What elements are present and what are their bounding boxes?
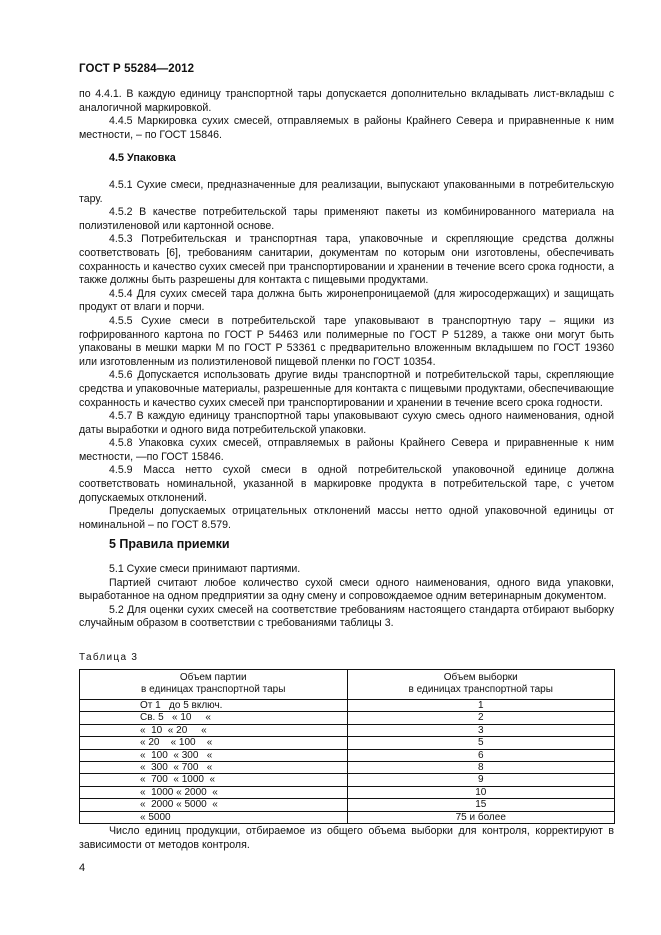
paragraph: 4.5.8 Упаковка сухих смесей, отправляемых в районы Крайнего Севера и приравненные к ним местности, —по ГОСТ 15846. (79, 437, 614, 463)
sample-size-cell: 8 (347, 762, 615, 774)
sample-size-cell: 6 (347, 749, 615, 761)
paragraph: 5.2 Для оценки сухих смесей на соответствие требованиям настоящего стандарта отбирают выборку случайным образом в соответствии с требованиями таблицы 3. (79, 603, 614, 630)
header-text: Объем выборки в единицах транспортной тары (408, 672, 553, 695)
table-row (80, 724, 615, 736)
paragraph: Пределы допускаемых отрицательных отклонений массы нетто одной упаковочной единицы от номинальной – по ГОСТ 8.579. (79, 505, 614, 531)
table-row (80, 749, 615, 761)
table-row (80, 737, 615, 749)
paragraph: 4.5.3 Потребительская и транспортная тара, упаковочные и скрепляющие средства должны соответствовать [6], требованиям санитарии, документам по которым они изготовлены, обеспечивать сохранность и качество сухих смесей при транспортировании и хранении в течение всего срока годности, а также должны быть разрешены для контакта с пищевыми продуктами. (79, 233, 614, 287)
lot-size-cell: « 700 « 1000 « (80, 774, 348, 786)
table-header-sample-size (347, 670, 615, 700)
table-row (80, 786, 615, 798)
standard-header: ГОСТ Р 55284—2012 (79, 63, 195, 75)
paragraph: 5.1 Сухие смеси принимают партиями. (109, 563, 301, 575)
lot-size-cell: Св. 5 « 10 « (80, 712, 348, 724)
lot-size-cell: « 20 « 100 « (80, 737, 348, 749)
paragraph: 4.5.2 В качестве потребительской тары применяют пакеты из комбинированного материала на полиэтиленовой или картонной основе. (79, 206, 614, 232)
section-4-5-title: 4.5 Упаковка (109, 152, 176, 164)
paragraph: по 4.4.1. В каждую единицу транспортной тары допускается дополнительно вкладывать лист-вкладыш с аналогичной маркировкой. (79, 88, 614, 114)
page-number: 4 (79, 862, 86, 874)
table-caption: Таблица 3 (79, 652, 139, 663)
sample-size-cell: 2 (347, 712, 615, 724)
paragraph: 4.4.5 Маркировка сухих смесей, отправляемых в районы Крайнего Севера и приравненные к ним местности, – по ГОСТ 15846. (79, 115, 614, 141)
paragraph: 4.5.5 Сухие смеси в потребительской таре упаковывают в транспортную тару – ящики из гофрированного картона по ГОСТ Р 54463 или полимерные по ГОСТ Р 51289, а также они могут быть упакованы в мешки марки М по ГОСТ Р 53361 с предварительно вложенным вкладышем по ГОСТ 19360 или изготовленным из полиэтиленовой пищевой пленки по ГОСТ 10354. (79, 314, 614, 368)
paragraph: Партией считают любое количество сухой смеси одного наименования, одного вида упаковки, выработанное на одном предприятии за одну смену и сопровождаемое одним ветеринарным документом. (79, 576, 614, 603)
paragraph: Число единиц продукции, отбираемое из общего объема выборки для контроля, корректируют в зависимости от методов контроля. (79, 825, 614, 851)
sample-size-cell: 15 (347, 799, 615, 811)
lot-size-cell: « 300 « 700 « (80, 762, 348, 774)
control-note (79, 825, 614, 852)
table-row (80, 774, 615, 786)
paragraph: 4.5.4 Для сухих смесей тара должна быть жиронепроницаемой (для жиросодержащих) и защищать продукт от влаги и порчи. (79, 287, 614, 314)
table-row (80, 712, 615, 724)
lot-size-cell: « 5000 (80, 811, 348, 823)
sample-size-cell: 1 (347, 700, 615, 712)
sample-size-cell: 75 и более (347, 811, 615, 823)
lot-size-cell: « 10 « 20 « (80, 724, 348, 736)
paragraph: 4.5.6 Допускается использовать другие виды транспортной и потребительской тары, скрепляющие средства и упаковочные материалы, разрешенные для контакта с пищевыми продуктами, обеспечивающие сохранность и качество сухих смесей при транспортировании и хранении в течение всего срока годности. (79, 369, 614, 409)
table-row (80, 700, 615, 712)
paragraph: 4.5.1 Сухие смеси, предназначенные для реализации, выпускают упакованными в потребительскую тару. (79, 179, 614, 205)
table-row (80, 799, 615, 811)
sample-size-cell: 5 (347, 737, 615, 749)
sample-size-cell: 3 (347, 724, 615, 736)
section-4-5-body (79, 179, 614, 532)
table-row (80, 811, 615, 823)
lot-size-cell: « 1000 « 2000 « (80, 786, 348, 798)
table-header-lot-size (80, 670, 348, 700)
paragraph: 4.5.7 В каждую единицу транспортной тары упаковывают сухую смесь одного наименования, одной даты выработки и одного вида потребительской упаковки. (79, 410, 614, 436)
table-row (80, 762, 615, 774)
sample-size-cell: 10 (347, 786, 615, 798)
lot-size-cell: « 100 « 300 « (80, 749, 348, 761)
sample-size-cell: 9 (347, 774, 615, 786)
header-text: Объем партии в единицах транспортной тары (141, 672, 286, 695)
section-5-body (79, 563, 614, 631)
sample-size-table (79, 669, 615, 824)
lot-size-cell: « 2000 « 5000 « (80, 799, 348, 811)
lot-size-cell: От 1 до 5 включ. (80, 700, 348, 712)
intro-text (79, 88, 614, 142)
paragraph: 4.5.9 Масса нетто сухой смеси в одной потребительской упаковочной единице должна соответствовать номинальной, указанной в маркировке продукта в потребительской таре, с учетом допускаемых отклонений. (79, 464, 614, 504)
section-5-title: 5 Правила приемки (109, 537, 230, 551)
